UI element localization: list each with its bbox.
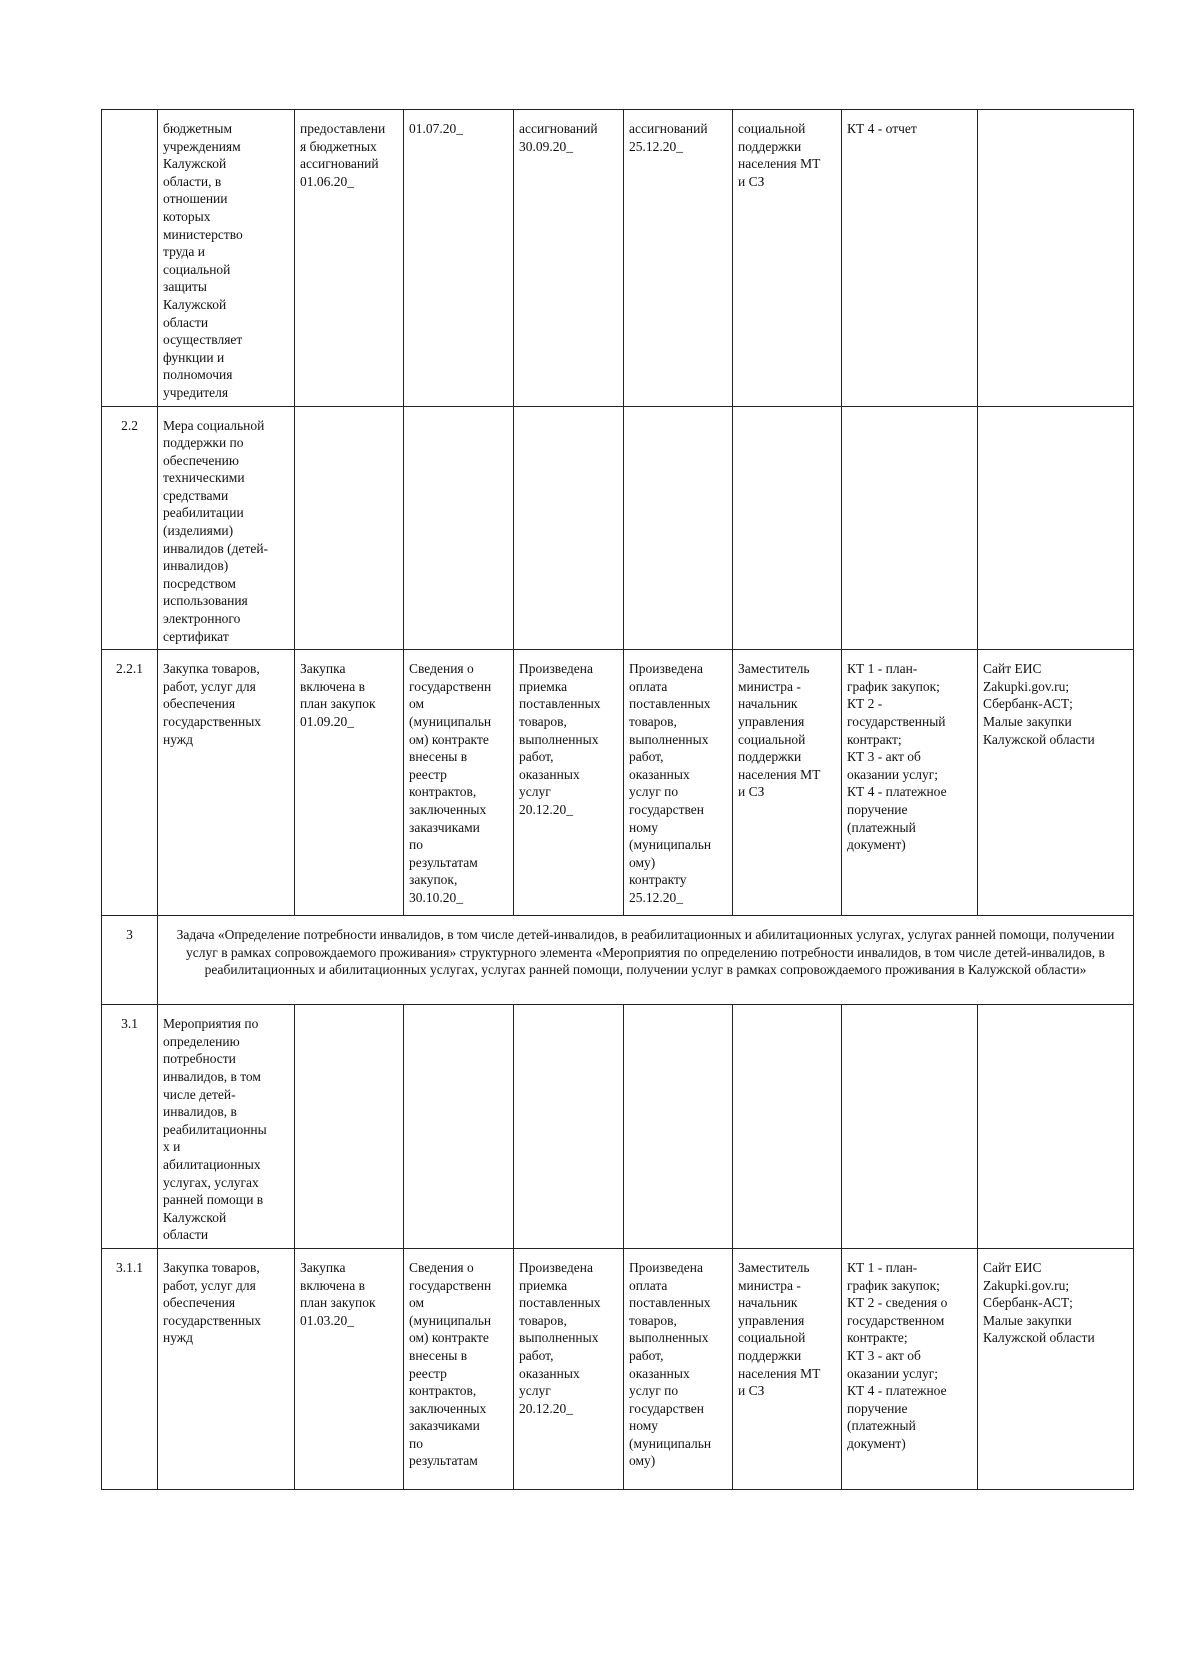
table-row xyxy=(102,110,1134,407)
supporting-document-cell xyxy=(842,406,978,650)
information-system-cell xyxy=(978,1005,1134,1249)
task-row xyxy=(102,916,1134,1005)
task-description: Задача «Определение потребности инвалидов, в том числе детей-инвалидов, в реабилитационных и абилитационных услугах, услугах ранней помощи, получении услуг в рамках сопровождаемого проживания» структурного элемента «Мероприятия по определению потребности инвалидов, в том числе детей-инвалидов, в реабилитационных и абилитационных услугах, услугах ранней помощи, получении услуг в рамках сопровождаемого проживания в Калужской области» xyxy=(158,916,1134,1005)
control-point-1-cell: Закупка включена в план закупок 01.09.20_ xyxy=(295,650,404,916)
control-point-4-cell xyxy=(624,1005,733,1249)
control-point-2-cell xyxy=(404,406,514,650)
supporting-document-cell: КТ 4 - отчет xyxy=(842,110,978,407)
information-system-cell: Сайт ЕИС Zakupki.gov.ru; Сбербанк-АСТ; Малые закупки Калужской области xyxy=(978,1248,1134,1489)
table-row xyxy=(102,406,1134,650)
row-number: 3 xyxy=(102,916,158,1005)
control-point-2-cell: Сведения о государственн ом (муниципальн ом) контракте внесены в реестр контрактов, заключенных заказчиками по результатам xyxy=(404,1248,514,1489)
table-row xyxy=(102,650,1134,916)
control-point-3-cell xyxy=(514,406,624,650)
measure-name-cell: Мера социальной поддержки по обеспечению техническими средствами реабилитации (изделиями) инвалидов (детей- инвалидов) посредством использования электронного сертификат xyxy=(158,406,295,650)
information-system-cell xyxy=(978,110,1134,407)
control-point-3-cell: ассигнований 30.09.20_ xyxy=(514,110,624,407)
measure-name-cell: Мероприятия по определению потребности инвалидов, в том числе детей- инвалидов, в реабилитационны х и абилитационных услугах, услугах ранней помощи в Калужской области xyxy=(158,1005,295,1249)
information-system-cell xyxy=(978,406,1134,650)
row-number-cell: 2.2 xyxy=(102,406,158,650)
supporting-document-cell: КТ 1 - план- график закупок; КТ 2 - сведения о государственном контракте; КТ 3 - акт об оказании услуг; КТ 4 - платежное поручение (платежный документ) xyxy=(842,1248,978,1489)
control-point-1-cell: предоставлени я бюджетных ассигнований 01.06.20_ xyxy=(295,110,404,407)
control-point-2-cell xyxy=(404,1005,514,1249)
measure-name-cell: бюджетным учреждениям Калужской области, в отношении которых министерство труда и социальной защиты Калужской области осуществляет функции и полномочия учредителя xyxy=(158,110,295,407)
information-system-cell: Сайт ЕИС Zakupki.gov.ru; Сбербанк-АСТ; Малые закупки Калужской области xyxy=(978,650,1134,916)
table-row xyxy=(102,1005,1134,1249)
control-point-3-cell xyxy=(514,1005,624,1249)
supporting-document-cell xyxy=(842,1005,978,1249)
row-number-cell xyxy=(102,110,158,407)
responsible-person-cell xyxy=(733,406,842,650)
control-point-1-cell: Закупка включена в план закупок 01.03.20_ xyxy=(295,1248,404,1489)
row-number-cell: 3.1 xyxy=(102,1005,158,1249)
control-point-3-cell: Произведена приемка поставленных товаров, выполненных работ, оказанных услуг 20.12.20_ xyxy=(514,1248,624,1489)
control-point-4-cell: Произведена оплата поставленных товаров, выполненных работ, оказанных услуг по государствен ному (муниципальн ому) xyxy=(624,1248,733,1489)
responsible-person-cell: Заместитель министра - начальник управления социальной поддержки населения МТ и СЗ xyxy=(733,650,842,916)
supporting-document-cell: КТ 1 - план- график закупок; КТ 2 - государственный контракт; КТ 3 - акт об оказании услуг; КТ 4 - платежное поручение (платежный документ) xyxy=(842,650,978,916)
control-point-1-cell xyxy=(295,406,404,650)
control-point-4-cell xyxy=(624,406,733,650)
responsible-person-cell xyxy=(733,1005,842,1249)
measure-name-cell: Закупка товаров, работ, услуг для обеспечения государственных нужд xyxy=(158,1248,295,1489)
table-row xyxy=(102,1248,1134,1489)
control-point-4-cell: ассигнований 25.12.20_ xyxy=(624,110,733,407)
control-point-2-cell: Сведения о государственн ом (муниципальн ом) контракте внесены в реестр контрактов, заключенных заказчиками по результатам закупок, 30.10.20_ xyxy=(404,650,514,916)
row-number-cell: 3.1.1 xyxy=(102,1248,158,1489)
row-number-cell: 2.2.1 xyxy=(102,650,158,916)
control-point-2-cell: 01.07.20_ xyxy=(404,110,514,407)
control-point-1-cell xyxy=(295,1005,404,1249)
responsible-person-cell: социальной поддержки населения МТ и СЗ xyxy=(733,110,842,407)
responsible-person-cell: Заместитель министра - начальник управления социальной поддержки населения МТ и СЗ xyxy=(733,1248,842,1489)
control-point-4-cell: Произведена оплата поставленных товаров, выполненных работ, оказанных услуг по государствен ному (муниципальн ому) контракту 25.12.20_ xyxy=(624,650,733,916)
control-points-table xyxy=(101,109,1134,1490)
measure-name-cell: Закупка товаров, работ, услуг для обеспечения государственных нужд xyxy=(158,650,295,916)
control-point-3-cell: Произведена приемка поставленных товаров, выполненных работ, оказанных услуг 20.12.20_ xyxy=(514,650,624,916)
